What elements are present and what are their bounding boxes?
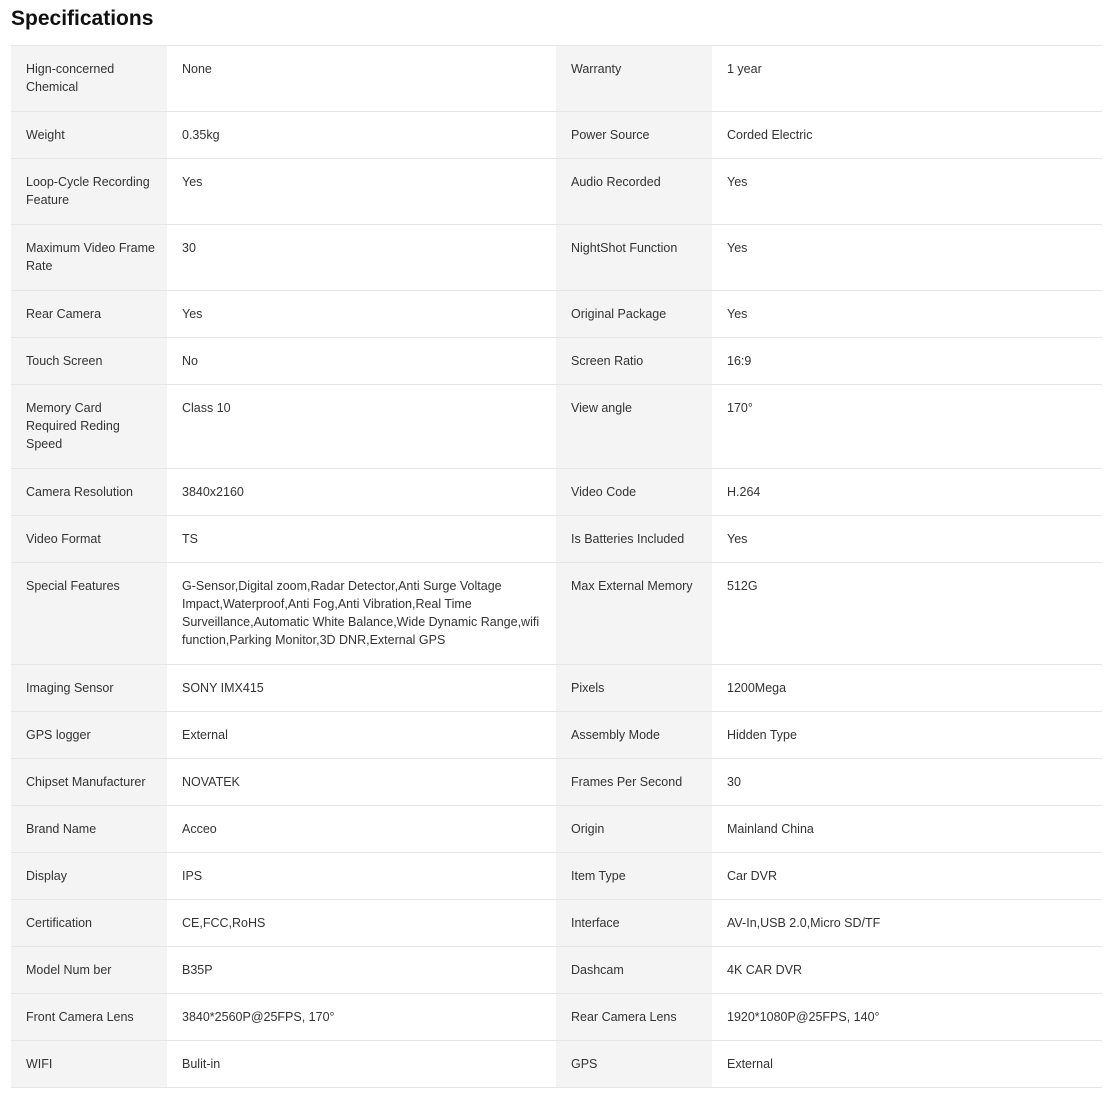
table-row (11, 385, 1102, 469)
spec-value: CE,FCC,RoHS (167, 900, 556, 947)
spec-value: 1 year (712, 46, 1102, 112)
spec-key: GPS logger (11, 712, 167, 759)
spec-value: 3840x2160 (167, 469, 556, 516)
spec-key: Maximum Video Frame Rate (11, 225, 167, 291)
spec-key: Camera Resolution (11, 469, 167, 516)
table-row (11, 900, 1102, 947)
spec-value: SONY IMX415 (167, 665, 556, 712)
spec-value: Yes (167, 291, 556, 338)
table-row (11, 1041, 1102, 1088)
spec-key: Item Type (556, 853, 712, 900)
spec-value: G-Sensor,Digital zoom,Radar Detector,Anti Surge Voltage Impact,Waterproof,Anti Fog,Anti Vibration,Real Time Surveillance,Automatic White Balance,Wide Dynamic Range,wifi function,Parking Monitor,3D DNR,External GPS (167, 563, 556, 665)
spec-key: Is Batteries Included (556, 516, 712, 563)
spec-value: Mainland China (712, 806, 1102, 853)
spec-key: Memory Card Required Reding Speed (11, 385, 167, 469)
page-title: Specifications (11, 7, 154, 30)
spec-value: None (167, 46, 556, 112)
table-row (11, 853, 1102, 900)
spec-key: Audio Recorded (556, 159, 712, 225)
spec-value: Bulit-in (167, 1041, 556, 1088)
table-row (11, 563, 1102, 665)
table-row (11, 516, 1102, 563)
spec-value: No (167, 338, 556, 385)
spec-value: 3840*2560P@25FPS, 170° (167, 994, 556, 1041)
spec-key: WIFI (11, 1041, 167, 1088)
spec-value: 512G (712, 563, 1102, 665)
spec-key: Dashcam (556, 947, 712, 994)
table-row (11, 947, 1102, 994)
spec-key: Rear Camera Lens (556, 994, 712, 1041)
table-row (11, 469, 1102, 516)
spec-key: Chipset Manufacturer (11, 759, 167, 806)
spec-value: H.264 (712, 469, 1102, 516)
spec-key: NightShot Function (556, 225, 712, 291)
spec-value: Acceo (167, 806, 556, 853)
spec-value: Yes (167, 159, 556, 225)
spec-key: Brand Name (11, 806, 167, 853)
spec-value: Class 10 (167, 385, 556, 469)
spec-key: Pixels (556, 665, 712, 712)
spec-key: Touch Screen (11, 338, 167, 385)
spec-key: Loop-Cycle Recording Feature (11, 159, 167, 225)
table-row (11, 225, 1102, 291)
spec-key: Hign-concerned Chemical (11, 46, 167, 112)
spec-key: Front Camera Lens (11, 994, 167, 1041)
spec-key: Frames Per Second (556, 759, 712, 806)
spec-value: Yes (712, 516, 1102, 563)
spec-value: IPS (167, 853, 556, 900)
spec-value: TS (167, 516, 556, 563)
spec-key: Origin (556, 806, 712, 853)
table-row (11, 112, 1102, 159)
spec-value: 1200Mega (712, 665, 1102, 712)
spec-key: Assembly Mode (556, 712, 712, 759)
spec-value: 16:9 (712, 338, 1102, 385)
spec-value: Yes (712, 159, 1102, 225)
spec-value: 30 (167, 225, 556, 291)
spec-value: 170° (712, 385, 1102, 469)
spec-value: External (712, 1041, 1102, 1088)
spec-key: Special Features (11, 563, 167, 665)
table-row (11, 665, 1102, 712)
spec-key: Video Format (11, 516, 167, 563)
spec-value: 1920*1080P@25FPS, 140° (712, 994, 1102, 1041)
spec-key: View angle (556, 385, 712, 469)
specifications-table (11, 45, 1102, 1088)
table-row (11, 46, 1102, 112)
table-row (11, 806, 1102, 853)
table-row (11, 994, 1102, 1041)
spec-value: 30 (712, 759, 1102, 806)
table-row (11, 159, 1102, 225)
spec-value: Hidden Type (712, 712, 1102, 759)
spec-value: Yes (712, 225, 1102, 291)
spec-key: Warranty (556, 46, 712, 112)
spec-key: Imaging Sensor (11, 665, 167, 712)
spec-key: Power Source (556, 112, 712, 159)
spec-key: Original Package (556, 291, 712, 338)
table-row (11, 759, 1102, 806)
spec-key: Screen Ratio (556, 338, 712, 385)
spec-key: Rear Camera (11, 291, 167, 338)
spec-value: Car DVR (712, 853, 1102, 900)
spec-key: GPS (556, 1041, 712, 1088)
table-row (11, 338, 1102, 385)
spec-key: Model Num ber (11, 947, 167, 994)
spec-value: B35P (167, 947, 556, 994)
spec-key: Weight (11, 112, 167, 159)
spec-value: 4K CAR DVR (712, 947, 1102, 994)
spec-value: Yes (712, 291, 1102, 338)
spec-key: Display (11, 853, 167, 900)
spec-value: External (167, 712, 556, 759)
spec-key: Certification (11, 900, 167, 947)
spec-key: Max External Memory (556, 563, 712, 665)
table-row (11, 712, 1102, 759)
spec-key: Interface (556, 900, 712, 947)
spec-value: AV-In,USB 2.0,Micro SD/TF (712, 900, 1102, 947)
table-row (11, 291, 1102, 338)
spec-key: Video Code (556, 469, 712, 516)
spec-value: Corded Electric (712, 112, 1102, 159)
spec-value: NOVATEK (167, 759, 556, 806)
spec-value: 0.35kg (167, 112, 556, 159)
